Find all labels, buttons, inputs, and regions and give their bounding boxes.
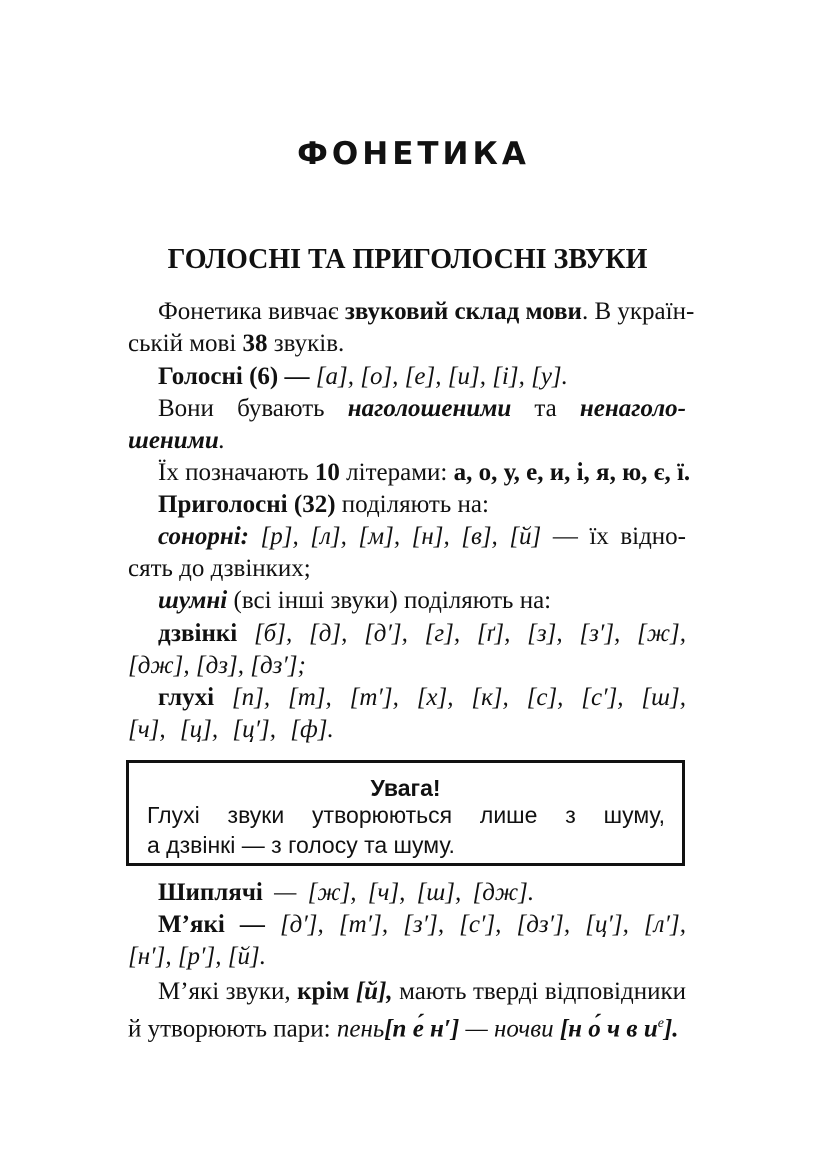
sonorant-label: сонорні: [158,523,250,550]
noisy-label: шумні [158,587,228,614]
soft-list-cont: [н′], [р′], [й]. [128,943,266,970]
note-line: Глухі звуки утворюються лише з шуму, [147,802,665,828]
text-line [158,877,686,909]
vowel-letters: а, о, у, е, и, і, я, ю, є, ї. [453,459,691,486]
text-run: ській мові [128,330,243,357]
sibilant-label: Шиплячі [158,879,263,906]
text-run: літерами: [339,459,454,486]
voiceless-label: глухі [158,684,215,711]
term-stressed: наголошеними [347,395,512,422]
voiceless-list-cont: [ч], [ц], [ц′], [ф]. [128,716,334,743]
page-title: ФОНЕТИКА [297,136,530,172]
text-line [158,296,695,328]
text-line [158,457,691,489]
text-run: та [511,395,580,422]
text-run: ]. [663,1015,679,1043]
voiced-list-cont: [дж], [дз], [дз′]; [128,652,306,679]
text-run: — їх відно- [541,523,686,550]
voiced-list: [б], [д], [д′], [г], [ґ], [з], [з′], [ж], [237,620,686,647]
vowels-list: [а], [о], [е], [и], [і], [у]. [309,363,568,390]
text-run: мають тверді відповідники [392,978,686,1005]
transcription: [н о́ ч в и [553,1015,658,1043]
letter-count: 10 [314,459,340,486]
text-run: . [218,427,225,454]
text-run: поділяють на: [335,491,489,518]
example-word: ночви [494,1015,554,1043]
attention-note-box [126,760,685,866]
text-line [128,425,686,457]
text-line [128,328,686,360]
text-line [128,1008,686,1043]
text-line [158,361,686,393]
text-line [158,393,686,425]
sonorant-list: [р], [л], [м], [н], [в], [й] [249,523,542,550]
note-line: а дзвінкі — з голосу та шуму. [147,832,455,858]
text-line: сять до дзвінких; [128,555,311,582]
sound-count: 38 [242,330,268,357]
text-run: М’які звуки, [158,978,298,1005]
text-run: Фонетика вивчає [158,298,345,325]
text-run: (всі інші звуки) поділяють на: [227,587,552,614]
text-run: крім [297,978,356,1005]
exception-sound: [й], [355,978,393,1005]
voiceless-list: [п], [т], [т′], [х], [к], [с], [с′], [ш], [214,684,686,711]
text-line [158,682,686,714]
transcription: [п е́ н′] [384,1015,460,1043]
text-run: . В україн- [581,298,695,325]
term-unstressed: ненаголо- [579,395,686,422]
soft-label: М’які — [158,911,265,938]
consonants-label: Приголосні (32) [158,491,336,518]
soft-list: [д′], [т′], [з′], [с′], [дз′], [ц′], [л′], [264,911,686,938]
sibilant-list: — [ж], [ч], [ш], [дж]. [262,879,535,906]
text-run: й утворюють пари: [128,1015,337,1043]
note-title: Увага! [370,775,441,801]
text-line [158,909,686,941]
text-line [158,489,686,521]
text-run: звуків. [267,330,345,357]
text-line [158,976,686,1008]
text-run: Їх позначають [158,459,315,486]
voiced-label: дзвінкі [158,620,238,647]
example-word: пень [336,1015,385,1043]
text-line [158,521,686,553]
text-line [158,585,686,617]
term-unstressed-end: шеними [128,427,219,454]
term-sound-composition: звуковий склад мови [344,298,582,325]
text-run: Вони бувають [158,395,348,422]
text-line [158,618,686,650]
superscript-e: е [657,1016,664,1031]
vowels-label: Голосні (6) — [158,363,310,390]
section-heading: ГОЛОСНІ ТА ПРИГОЛОСНІ ЗВУКИ [167,244,648,275]
text-run: — [459,1015,495,1043]
